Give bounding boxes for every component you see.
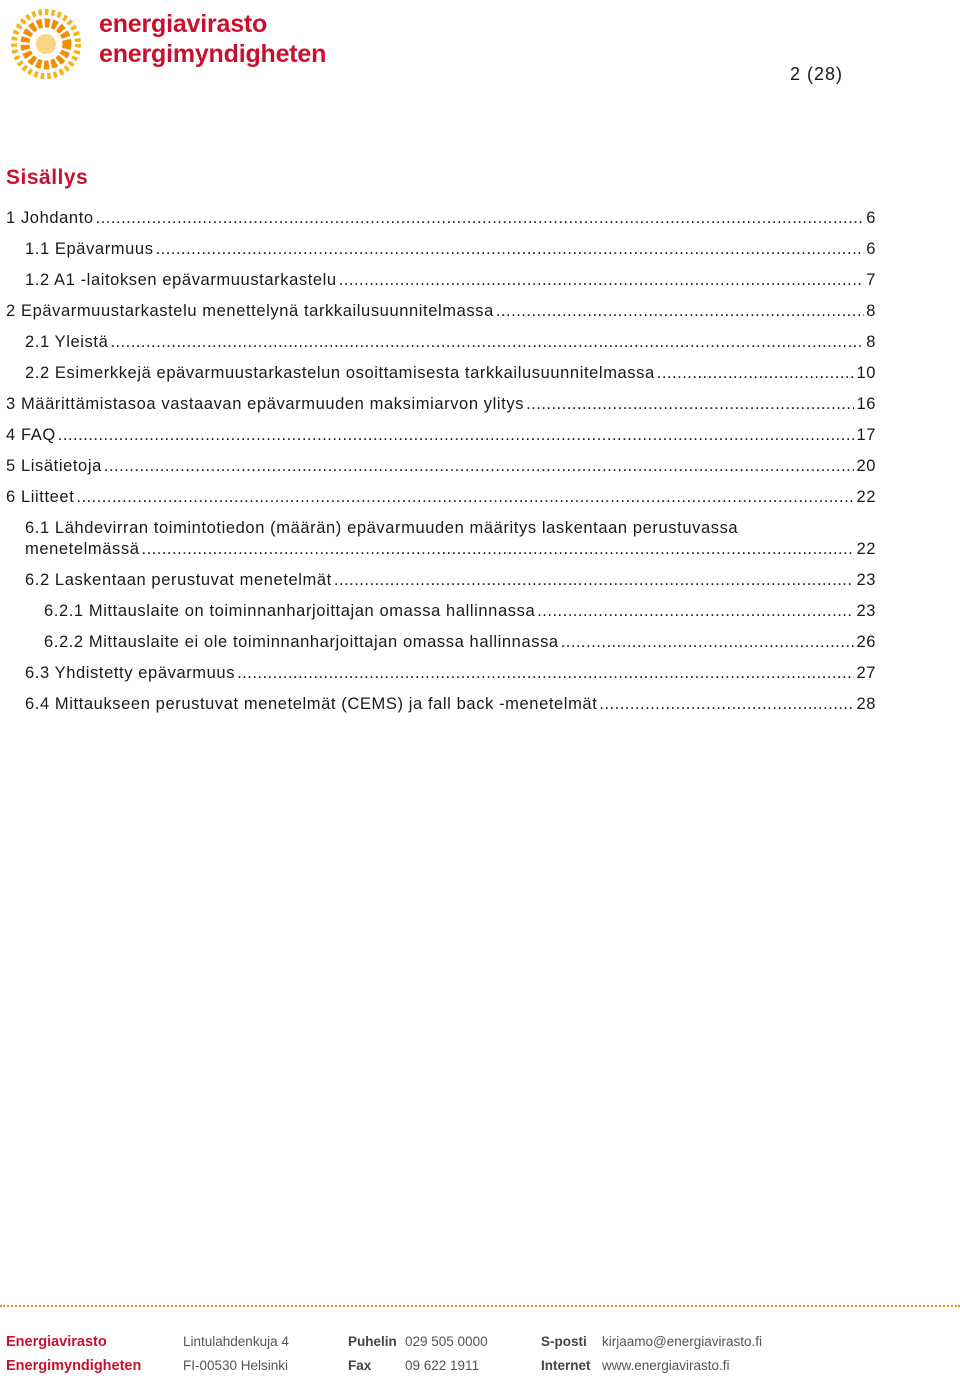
footer-address [183, 1330, 289, 1378]
toc-entry-page: 20 [856, 457, 876, 475]
toc-leader-dots [339, 270, 865, 291]
footer-org [6, 1330, 141, 1378]
logo-text-fi: energiavirasto [99, 10, 268, 38]
toc-entry-title: 6.3 Yhdistetty epävarmuus [25, 664, 236, 682]
footer-web[interactable]: www.energiavirasto.fi [602, 1358, 730, 1373]
toc-entry[interactable] [0, 632, 880, 663]
toc-entry-title: 5 Lisätietoja [6, 457, 102, 475]
toc-entry[interactable] [0, 663, 880, 694]
toc-entry-page: 8 [866, 333, 876, 351]
toc-entry[interactable] [0, 270, 880, 301]
toc-entry[interactable] [0, 601, 880, 632]
footer-street: Lintulahdenkuja 4 [183, 1334, 289, 1349]
toc-entry-page: 22 [856, 488, 876, 506]
toc-entry-title: 4 FAQ [6, 426, 56, 444]
toc-entry-page: 23 [856, 602, 876, 620]
toc-leader-dots [334, 570, 855, 591]
toc-entry-continuation [25, 539, 880, 560]
toc-leader-dots [58, 425, 855, 446]
toc-entry[interactable] [0, 518, 880, 570]
toc-entry-title: 2 Epävarmuustarkastelu menettelynä tarkkailusuunnitelmassa [6, 302, 494, 320]
toc-leader-dots [526, 394, 854, 415]
toc-entry[interactable] [0, 239, 880, 270]
toc-entry-title: 6.2.2 Mittauslaite ei ole toiminnanharjoittajan omassa hallinnassa [44, 633, 559, 651]
logo-text-sv: energimyndigheten [99, 40, 327, 68]
footer-email[interactable]: kirjaamo@energiavirasto.fi [602, 1334, 763, 1349]
toc-entry-title: 1 Johdanto [6, 209, 94, 227]
toc-entry-page: 7 [866, 271, 876, 289]
toc-entry-title: 6.2.1 Mittauslaite on toiminnanharjoittajan omassa hallinnassa [44, 602, 536, 620]
toc-entry-page: 22 [856, 540, 876, 558]
toc-entry-title-cont: menetelmässä [25, 540, 140, 558]
sun-logo-icon [4, 2, 94, 86]
toc-entry[interactable] [0, 394, 880, 425]
toc-entry-title: 6.1 Lähdevirran toimintotiedon (määrän) epävarmuuden määritys laskentaan perustuvassa [25, 519, 739, 537]
toc-leader-dots [537, 601, 854, 622]
toc-leader-dots [599, 694, 854, 715]
footer-phone-label: Puhelin [348, 1334, 397, 1349]
footer-email-label: S-posti [541, 1334, 587, 1349]
footer-phone: 029 505 0000 [405, 1334, 488, 1349]
footer-divider [0, 1305, 960, 1307]
toc-entry-page: 28 [856, 695, 876, 713]
toc-leader-dots [142, 539, 855, 560]
footer-contact-phone [348, 1330, 488, 1378]
toc-leader-dots [561, 632, 855, 653]
toc-entry-page: 17 [856, 426, 876, 444]
toc-leader-dots [657, 363, 855, 384]
toc-entry-page: 8 [866, 302, 876, 320]
toc-entry-title: 2.2 Esimerkkejä epävarmuustarkastelun osoittamisesta tarkkailusuunnitelmassa [25, 364, 655, 382]
table-of-contents [0, 208, 880, 725]
toc-entry-title: 3 Määrittämistasoa vastaavan epävarmuuden maksimiarvon ylitys [6, 395, 525, 413]
page-number: 2 (28) [789, 64, 843, 84]
toc-entry[interactable] [0, 332, 880, 363]
toc-entry-title: 1.1 Epävarmuus [25, 240, 154, 258]
toc-leader-dots [237, 663, 854, 684]
toc-entry[interactable] [0, 363, 880, 394]
footer-fax-label: Fax [348, 1358, 372, 1373]
footer-contact-web [541, 1330, 762, 1378]
footer-fax: 09 622 1911 [405, 1358, 480, 1373]
toc-leader-dots [104, 456, 855, 477]
toc-leader-dots [76, 487, 854, 508]
toc-entry-title: 1.2 A1 -laitoksen epävarmuustarkastelu [25, 271, 337, 289]
toc-entry-page: 16 [856, 395, 876, 413]
toc-entry[interactable] [0, 456, 880, 487]
toc-entry-title: 6.2 Laskentaan perustuvat menetelmät [25, 571, 332, 589]
footer-postal: FI-00530 Helsinki [183, 1358, 289, 1373]
toc-entry-page: 27 [856, 664, 876, 682]
toc-entry-page: 6 [866, 240, 876, 258]
toc-entry-page: 26 [856, 633, 876, 651]
toc-entry[interactable] [0, 208, 880, 239]
toc-leader-dots [496, 301, 864, 322]
toc-leader-dots [156, 239, 865, 260]
toc-entry[interactable] [0, 570, 880, 601]
toc-entry-title: 6.4 Mittaukseen perustuvat menetelmät (CEMS) ja fall back -menetelmät [25, 695, 598, 713]
toc-leader-dots [96, 208, 865, 229]
toc-title: Sisällys [6, 166, 89, 189]
toc-entry-page: 6 [866, 209, 876, 227]
toc-entry[interactable] [0, 694, 880, 725]
footer-org-fi: Energiavirasto [6, 1334, 107, 1350]
toc-leader-dots [110, 332, 864, 353]
toc-entry[interactable] [0, 425, 880, 456]
toc-entry-page: 23 [856, 571, 876, 589]
footer-web-label: Internet [541, 1358, 591, 1373]
energiavirasto-logo [4, 2, 334, 86]
toc-entry[interactable] [0, 301, 880, 332]
toc-entry[interactable] [0, 487, 880, 518]
toc-entry-title: 2.1 Yleistä [25, 333, 109, 351]
toc-entry-page: 10 [856, 364, 876, 382]
footer-org-sv: Energimyndigheten [6, 1358, 142, 1374]
toc-entry-title: 6 Liitteet [6, 488, 75, 506]
